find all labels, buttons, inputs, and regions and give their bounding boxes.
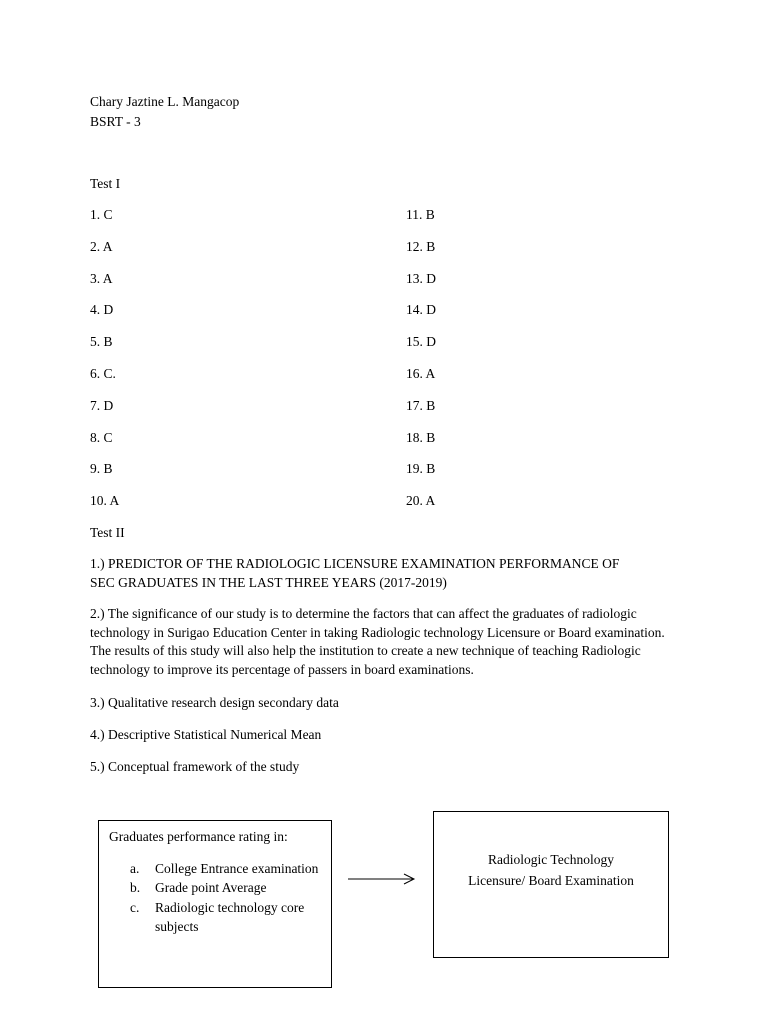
answer-row <box>90 300 690 332</box>
list-marker: a. <box>130 860 140 876</box>
list-item-text: Radiologic technology core subjects <box>155 899 305 934</box>
answer-item: 4. D <box>90 302 114 318</box>
answer-item: 11. B <box>406 207 435 222</box>
list-marker: c. <box>130 899 140 915</box>
answer-item: 10. A <box>90 493 120 509</box>
answer-item: 8. C <box>90 429 113 445</box>
list-item <box>130 859 321 879</box>
test2-heading: Test II <box>90 525 125 540</box>
list-item <box>130 898 321 937</box>
answer-row <box>90 364 690 396</box>
test2-answer-5: 5.) Conceptual framework of the study <box>90 759 300 774</box>
answer-item: 3. A <box>90 270 113 286</box>
framework-output-line-2: Licensure/ Board Examination <box>468 873 634 888</box>
answer-item: 20. A <box>406 493 436 509</box>
test2-answer-1-line-1: 1.) PREDICTOR OF THE RADIOLOGIC LICENSURE EXAMINATION PERFORMANCE OF <box>90 556 620 571</box>
list-item-text: Grade point Average <box>155 880 267 895</box>
answer-item: 15. D <box>406 334 436 350</box>
list-item-text: College Entrance examination <box>155 860 319 876</box>
student-course: BSRT - 3 <box>90 114 141 129</box>
answer-item: 18. B <box>406 429 436 445</box>
answer-item: 5. B <box>90 334 113 350</box>
answer-item: 9. B <box>90 461 113 477</box>
framework-input-title: Graduates performance rating in: <box>109 829 288 844</box>
framework-input-list <box>109 859 321 937</box>
student-name: Chary Jaztine L. Mangacop <box>90 94 240 109</box>
framework-output-line-1: Radiologic Technology <box>488 852 614 867</box>
test1-heading: Test I <box>90 176 121 191</box>
answer-item: 2. A <box>90 238 113 254</box>
answer-row <box>90 237 690 269</box>
test2-answer-1-line-2: SEC GRADUATES IN THE LAST THREE YEARS (2017-2019) <box>90 575 447 590</box>
list-item <box>130 878 321 898</box>
answer-item: 1. C <box>90 207 113 222</box>
list-marker: b. <box>130 880 141 895</box>
answer-row <box>90 269 690 301</box>
test2-answer-4: 4.) Descriptive Statistical Numerical Mean <box>90 727 322 742</box>
framework-output-box <box>433 811 669 958</box>
answer-item: 16. A <box>406 365 436 381</box>
framework-input-box <box>98 820 332 988</box>
answer-item: 6. C. <box>90 365 116 381</box>
answer-item: 19. B <box>406 461 436 477</box>
answer-item: 17. B <box>406 397 436 413</box>
test2-answer-3: 3.) Qualitative research design secondary data <box>90 695 339 710</box>
answer-item: 13. D <box>406 270 436 286</box>
answer-row <box>90 491 690 523</box>
answer-item: 7. D <box>90 397 114 413</box>
answer-item: 14. D <box>406 302 436 318</box>
answer-row <box>90 205 690 237</box>
answer-item: 12. B <box>406 238 436 254</box>
arrow-right-icon <box>348 872 416 886</box>
answer-row <box>90 396 690 428</box>
answer-row <box>90 459 690 491</box>
test1-answer-list <box>90 205 690 523</box>
test2-answer-2: 2.) The significance of our study is to determine the factors that can affect the graduates of radiologic technology in Surigao Education Center in taking Radiologic technology Licensure or Board examination. The results of this study will also help the institution to create a new technique of teaching Radiologic technology to improve its percentage of passers in board examinations. <box>90 606 665 677</box>
answer-row <box>90 428 690 460</box>
answer-row <box>90 332 690 364</box>
